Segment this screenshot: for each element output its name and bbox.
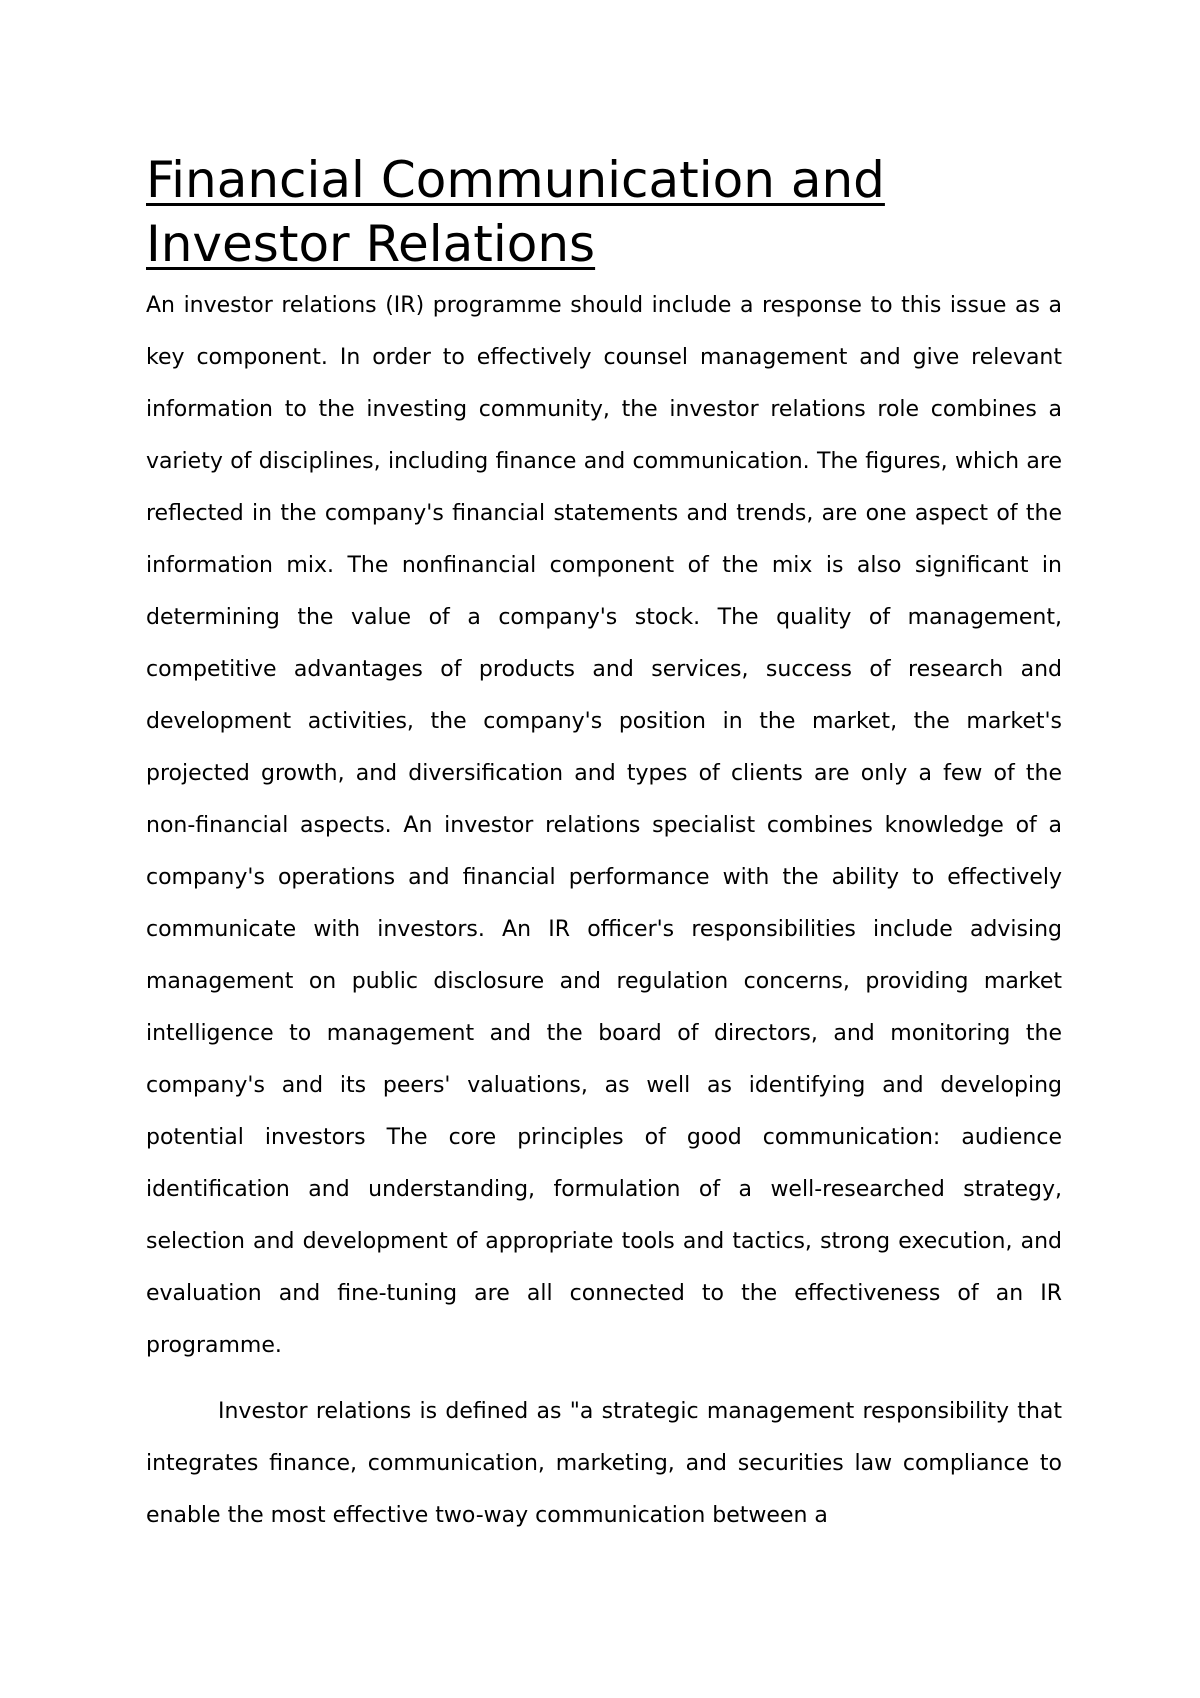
paragraph-1: An investor relations (IR) programme should include a response to this issue as a key component. In order to effectively counsel management and give relevant information to the investing community, the investor relations role combines a variety of disciplines, including finance and communication. The figures, which are reflected in the company's financial statements and trends, are one aspect of the information mix. The nonfinancial component of the mix is also significant in determining the value of a company's stock. The quality of management, competitive advantages of products and services, success of research and development activities, the company's position in the market, the market's projected growth, and diversification and types of clients are only a few of the non-financial aspects. An investor relations specialist combines knowledge of a company's operations and financial performance with the ability to effectively communicate with investors. An IR officer's responsibilities include advising management on public disclosure and regulation concerns, providing market intelligence to management and the board of directors, and monitoring the company's and its peers' valuations, as well as identifying and developing potential investors The core principles of good communication: audience identification and understanding, formulation of a well-researched strategy, selection and development of appropriate tools and tactics, strong execution, and evaluation and fine-tuning are all connected to the effectiveness of an IR programme.: [146, 293, 1062, 1358]
document-title: Financial Communication and Investor Relations: [146, 151, 885, 273]
document-body: [146, 148, 1062, 1542]
paragraph-2: Investor relations is defined as "a strategic management responsibility that integrates finance, communication, marketing, and securities law compliance to enable the most effective two-way communication between a: [146, 1399, 1062, 1528]
